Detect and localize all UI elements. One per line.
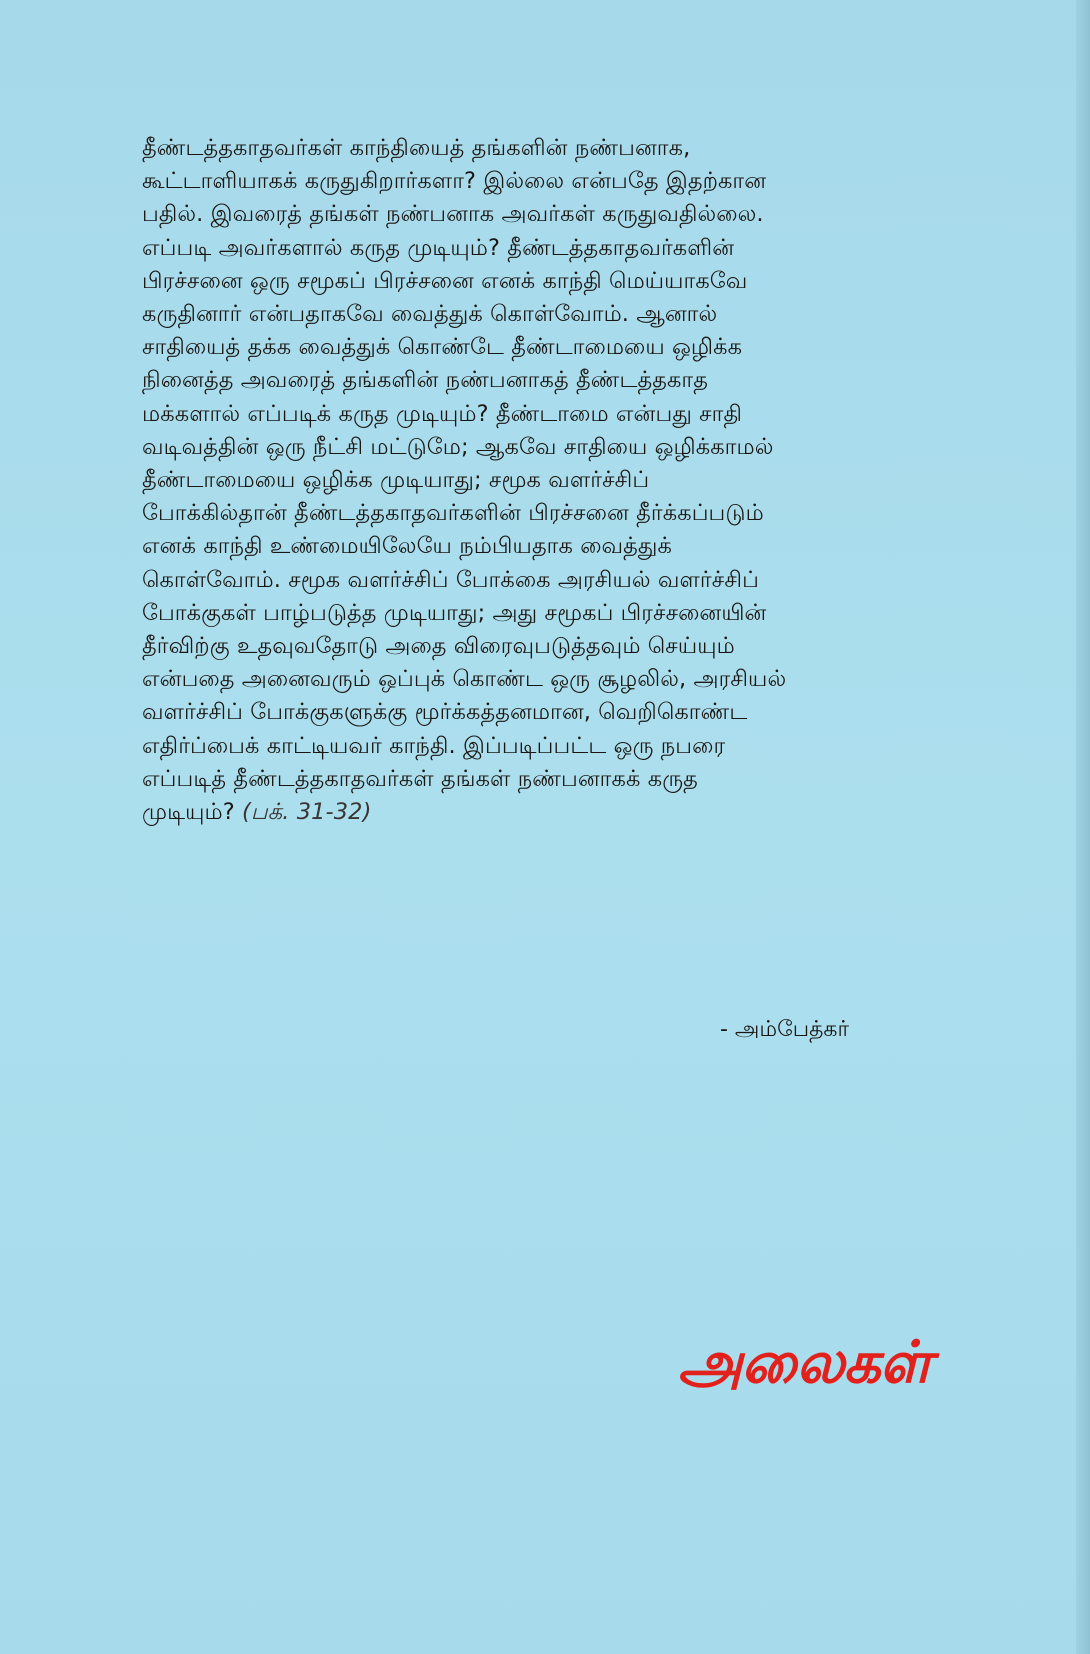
quote-paragraph [142,132,922,829]
page-citation: (பக். 31-32) [242,799,372,826]
book-spine-edge [1076,0,1090,1654]
quote-attribution: - அம்பேத்கர் [720,1017,849,1042]
publisher-logo: அலைகள் [678,1328,931,1396]
quote-text: தீண்டத்தகாதவர்கள் காந்தியைத் தங்களின் நண்பனாக, கூட்டாளியாகக் கருதுகிறார்களா? இல்லை என்பதே இதற்கான பதில். இவரைத் தங்கள் நண்பனாக அவர்கள் கருதுவதில்லை. எப்படி அவர்களால் கருத முடியும்? தீண்டத்தகாதவர்களின் பிரச்சனை ஒரு சமூகப் பிரச்சனை எனக் காந்தி மெய்யாகவே கருதினார் என்பதாகவே வைத்துக் கொள்வோம். ஆனால் சாதியைத் தக்க வைத்துக் கொண்டே தீண்டாமையை ஒழிக்க நினைத்த அவரைத் தங்களின் நண்பனாகத் தீண்டத்தகாத மக்களால் எப்படிக் கருத முடியும்? தீண்டாமை என்பது சாதி வடிவத்தின் ஒரு நீட்சி மட்டுமே; ஆகவே சாதியை ஒழிக்காமல் தீண்டாமையை ஒழிக்க முடியாது; சமூக வளர்ச்சிப் போக்கில்தான் தீண்டத்தகாதவர்களின் பிரச்சனை தீர்க்கப்படும் எனக் காந்தி உண்மையிலேயே நம்பியதாக வைத்துக் கொள்வோம். சமூக வளர்ச்சிப் போக்கை அரசியல் வளர்ச்சிப் போக்குகள் பாழ்படுத்த முடியாது; அது சமூகப் பிரச்சனையின் தீர்விற்கு உதவுவதோடு அதை விரைவுபடுத்தவும் செய்யும் என்பதை அனைவரும் ஒப்புக் கொண்ட ஒரு சூழலில், அரசியல் வளர்ச்சிப் போக்குகளுக்கு மூர்க்கத்தனமான, வெறிகொண்ட எதிர்ப்பைக் காட்டியவர் காந்தி. இப்படிப்பட்ட ஒரு நபரை எப்படித் தீண்டத்தகாதவர்கள் தங்கள் நண்பனாகக் கருத முடியும்? [142,135,787,826]
